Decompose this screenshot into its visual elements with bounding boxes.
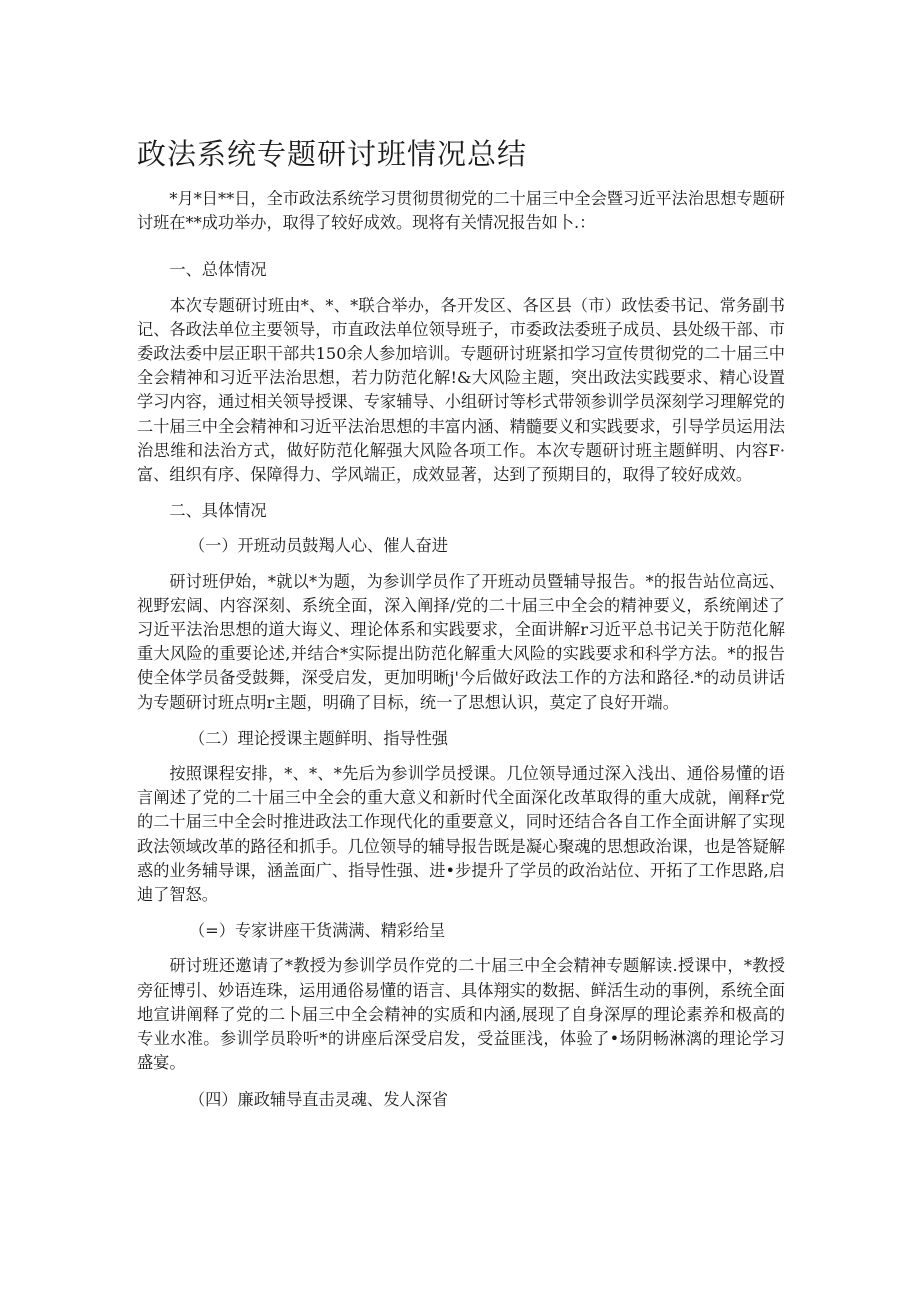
subsection-1-paragraph: 研讨班伊始，*就以*为题，为参训学员作了开班动员暨辅导报告。*的报告站位高远、视野宏阔、内容深刻、系统全面，深入阐择/党的二十届三中全会的精神要义，系统阐述了习近平法治思想的道大诲义、理论体系和实践要求，全面讲解r习近平总书记关于防范化解重大风险的重要论述,并结合*实际提出防范化解重大风险的实践要求和科学方法。*的报告使全体学员备受鼓舞，深受启发，更加明晰j'今后做好政法工作的方法和路径.*的动员讲话为专题研讨班点明r主题，明确了目标，统一了思想认识，莫定了良好开端。 <box>137 571 785 712</box>
section-2-heading: 二、具体情况 <box>169 501 267 521</box>
intro-paragraph: *月*日**日，全市政法系统学习贯彻贯彻党的二十届三中全会暨习近平法治思想专题研讨班在**成功举办，取得了较好成效。现将有关情况报告如卜.： <box>137 189 785 233</box>
document-title: 政法系统专题研讨班情况总结 <box>137 137 528 171</box>
subsection-2-heading: （二）理论授课主题鲜明、指导性强 <box>189 728 448 748</box>
subsection-2-paragraph: 按照课程安排，*、*、*先后为参训学员授课。几位领导通过深入浅出、通俗易懂的语言阐述了党的二十届三中全会的重大意义和新时代全面深化改革取得的重大成就，阐释r党的二十届三中全会时推进政法工作现代化的重要意义，同时还结合各自工作全面讲解了实现政法领域改革的路径和抓手。几位领导的辅导报告既是凝心聚魂的思想政治课，也是答疑解惑的业务辅导课，涵盖面广、指导性强、进•步提升了学员的政治站位、开拓了工作思路,启迪了智怒。 <box>137 764 785 905</box>
subsection-1-heading: （一）开班动员鼓羯人心、催人奋进 <box>189 536 448 556</box>
subsection-4-heading: （四）廉政辅导直击灵魂、发人深省 <box>189 1089 448 1109</box>
section-1-paragraph: 本次专题研讨班由*、*、*联合举办，各开发区、各区县（市）政怯委书记、常务副书记、各政法单位主要领导，市直政法单位领导班子，市委政法委班子成员、县处级干部、市委政法委中层正职干部共150余人参加培训。专题研讨班紧扣学习宣传贯彻党的二十届三中全会精神和习近平法治思想，若力防范化解!&大风险主题，突出政法实践要求、精心设置学习内容，通过相关领导授课、专家辅导、小组研讨等杉式带领参训学员深刻学习理解党的二十届三中全会精神和习近平法治思想的丰富内涵、精髓要义和实践要求，引导学员运用法治思维和法治方式，做好防范化解强大风险各项工作。本次专题研讨班主题鲜明、内容F·富、组织有序、保障得力、学风端正，成效显著，达到了预期目的，取得了较好成效。 <box>137 295 785 485</box>
subsection-3-heading: （=）专家讲座干货满满、精彩给呈 <box>189 921 446 941</box>
section-1-heading: 一、总体情况 <box>169 260 267 280</box>
subsection-3-paragraph: 研讨班还邀请了*教授为参训学员作党的二十届三中全会精神专题解读.授课中，*教授旁征博引、妙语连珠，运用通俗易懂的语言、具体翔实的数据、鲜活生动的事例，系统全面地宣讲阐释了党的二卜届三中全会精神的实质和内涵,展现了自身深厚的理论素养和极高的专业水准。参训学员聆听*的讲座后深受启发，受益匪浅，体验了•场阴畅淋漓的理论学习盛宴。 <box>137 956 785 1073</box>
document-body <box>137 187 785 1112</box>
